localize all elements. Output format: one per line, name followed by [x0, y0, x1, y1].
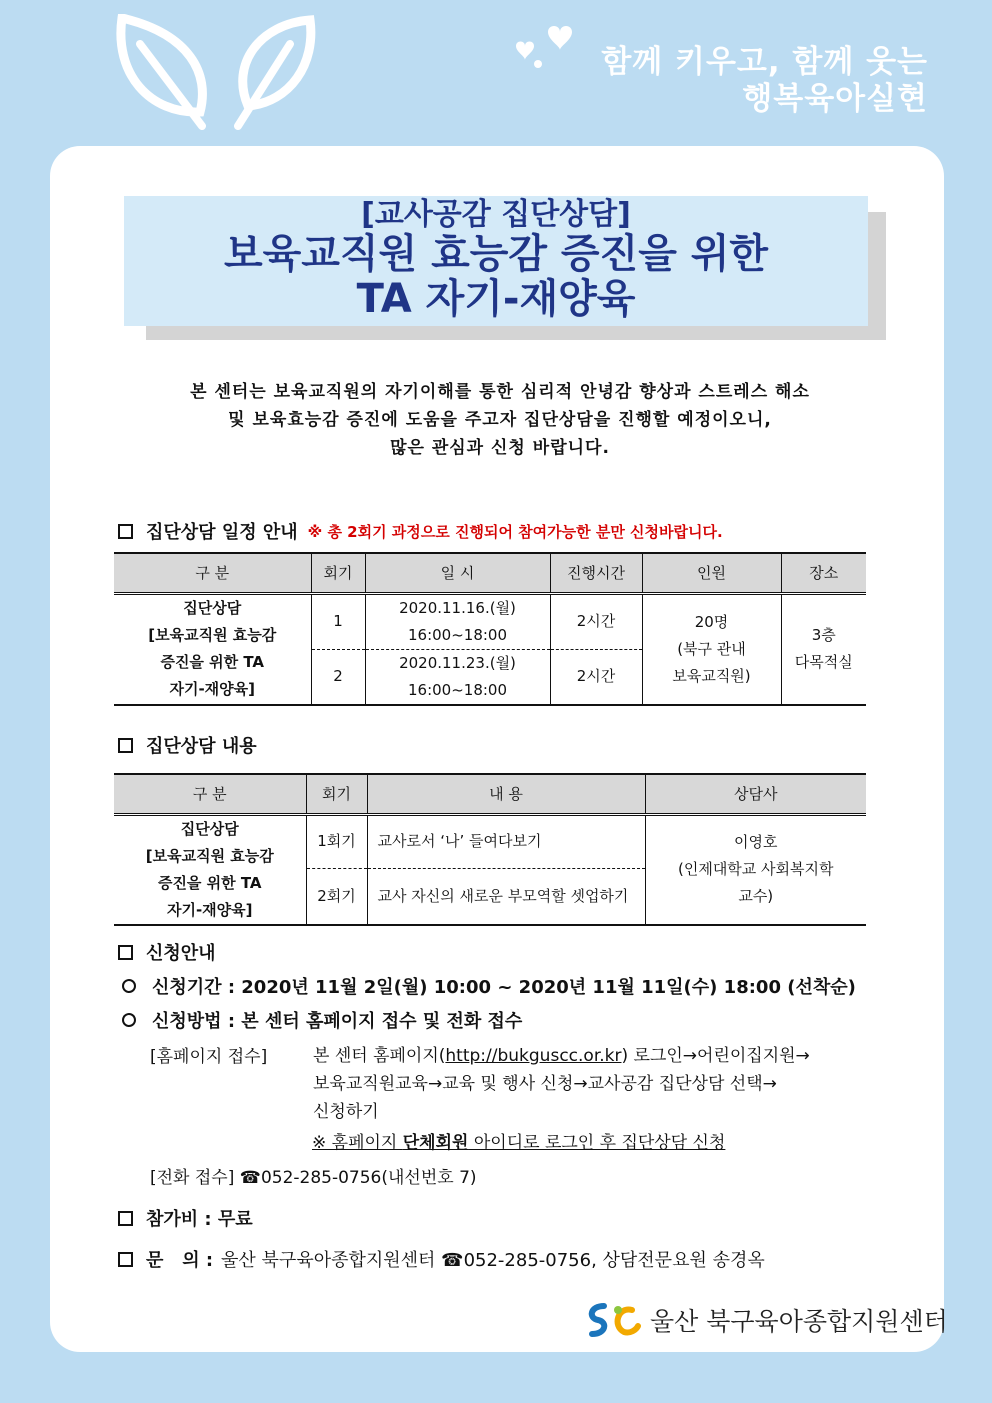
web-apply-detail [313, 1042, 899, 1126]
place-line: 다목적실 [794, 653, 853, 672]
people-cell [642, 593, 781, 705]
table-row [114, 814, 866, 869]
column-header: 일 시 [365, 553, 550, 593]
intro-line-3: 많은 관심과 신청 바랍니다. [390, 438, 610, 458]
apply-method-text: 신청방법 : 본 센터 홈페이지 접수 및 전화 접수 [152, 1011, 523, 1032]
circle-bullet-icon [122, 1013, 136, 1027]
checkbox-square-icon [118, 738, 133, 753]
people-line: 보육교직원) [672, 666, 751, 685]
inquiry-heading [118, 1246, 765, 1272]
program-name-line: 집단상담 [183, 599, 242, 618]
inquiry-value: 울산 북구육아종합지원센터 ☎052-285-0756, 상담전문요원 송경옥 [221, 1250, 765, 1271]
table-header-row [114, 774, 866, 814]
slogan-line-1: 함께 키우고, 함께 웃는 [601, 44, 928, 80]
column-header: 상담사 [645, 774, 866, 814]
people-line: (북구 관내 [677, 639, 746, 658]
web-note-post: 아이디로 로그인 후 집단상담 신청 [468, 1133, 726, 1153]
apply-period [122, 973, 856, 999]
title-box [124, 196, 868, 326]
web-apply-line-2: 보육교직원교육→교육 및 행사 신청→교사공감 집단상담 선택→ [313, 1074, 777, 1094]
column-header: 장소 [781, 553, 866, 593]
fee-label: 참가비 : 무료 [146, 1209, 253, 1230]
org-logo-icon [584, 1300, 642, 1340]
date-text: 2020.11.16.(월) [399, 598, 516, 617]
place-cell [781, 593, 866, 705]
people-line: 20명 [694, 612, 729, 631]
program-name-line: 증진을 위한 TA [160, 653, 265, 672]
phone-apply-value: ☎052-285-0756(내선번호 7) [239, 1168, 477, 1188]
hearts-icon [508, 20, 578, 70]
counselor-line: (인제대학교 사회복지학 [677, 860, 834, 878]
column-header: 진행시간 [550, 553, 642, 593]
intro-line-2: 및 보육효능감 증진에 도움을 주고자 집단상담을 진행할 예정이오니, [228, 410, 772, 430]
apply-heading-label: 신청안내 [146, 943, 216, 964]
content-heading-label: 집단상담 내용 [146, 736, 257, 757]
title-main-line-1: 보육교직원 효능감 증진을 위한 [223, 231, 769, 277]
title-main-line-2: TA 자기-재양육 [356, 276, 636, 322]
datetime-cell [365, 649, 550, 705]
duration-cell: 2시간 [550, 649, 642, 705]
checkbox-square-icon [118, 524, 133, 539]
duration-cell: 2시간 [550, 593, 642, 649]
checkbox-square-icon [118, 945, 133, 960]
content-heading [118, 732, 257, 758]
counselor-line: 이영호 [734, 833, 778, 851]
apply-method [122, 1007, 522, 1033]
circle-bullet-icon [122, 979, 136, 993]
phone-apply-label: [전화 접수] [150, 1168, 235, 1188]
web-note-bold: 단체회원 [402, 1133, 469, 1153]
intro-text [120, 378, 880, 462]
web-apply-post: ) 로그인→어린이집지원→ [621, 1046, 810, 1066]
column-header: 회기 [306, 774, 367, 814]
program-name-cell [114, 814, 306, 925]
fee-heading [118, 1205, 253, 1231]
time-text: 16:00~18:00 [407, 680, 508, 699]
schedule-heading [118, 518, 723, 544]
apply-heading [118, 939, 216, 965]
checkbox-square-icon [118, 1211, 133, 1226]
column-header: 인원 [642, 553, 781, 593]
web-apply-line-1 [313, 1042, 899, 1070]
column-header: 회기 [311, 553, 365, 593]
table-header-row [114, 553, 866, 593]
counselor-cell [645, 814, 866, 925]
round-cell: 1 [311, 593, 365, 649]
schedule-note: ※ 총 2회기 과정으로 진행되어 참여가능한 분만 신청바랍니다. [307, 522, 723, 541]
web-apply-note [312, 1128, 725, 1153]
place-line: 3층 [811, 626, 836, 645]
web-apply-pre: 본 센터 홈페이지( [313, 1046, 446, 1066]
checkbox-square-icon [118, 1252, 133, 1267]
column-header: 구 분 [114, 553, 311, 593]
inquiry-label: 문 의 : [146, 1250, 214, 1271]
org-logo [584, 1300, 948, 1340]
counselor-line: 교수) [738, 887, 774, 905]
org-name: 울산 북구육아종합지원센터 [650, 1307, 948, 1336]
web-note-pre: ※ 홈페이지 [312, 1133, 403, 1153]
web-apply-label: [홈페이지 접수] [150, 1047, 268, 1067]
program-name-line: 자기-재양육] [166, 900, 253, 919]
round-cell: 2 [311, 649, 365, 705]
intro-line-1: 본 센터는 보육교직원의 자기이해를 통한 심리적 안녕감 향상과 스트레스 해소 [190, 382, 810, 402]
program-name-line: 자기-재양육] [169, 680, 256, 699]
column-header: 구 분 [114, 774, 306, 814]
content-table [114, 773, 866, 926]
program-name-line: [보육교직원 효능감 [148, 626, 277, 645]
web-apply-line-3: 신청하기 [313, 1102, 379, 1122]
schedule-heading-label: 집단상담 일정 안내 [146, 522, 298, 543]
table-row [114, 593, 866, 649]
date-text: 2020.11.23.(월) [399, 653, 516, 672]
slogan-line-2: 행복육아실현 [742, 81, 928, 117]
program-name-line: 집단상담 [180, 819, 239, 838]
round-cell: 1회기 [306, 814, 367, 869]
round-cell: 2회기 [306, 869, 367, 925]
content-cell: 교사 자신의 새로운 부모역할 셋업하기 [367, 869, 645, 925]
column-header: 내 용 [367, 774, 645, 814]
leaf-icon [110, 14, 320, 134]
slogan [601, 44, 928, 118]
program-name-line: 증진을 위한 TA [157, 873, 262, 892]
datetime-cell [365, 593, 550, 649]
program-name-line: [보육교직원 효능감 [145, 846, 274, 865]
schedule-table [114, 552, 866, 706]
program-name-cell [114, 593, 311, 705]
phone-apply [150, 1163, 477, 1188]
content-cell: 교사로서 ‘나’ 들여다보기 [367, 814, 645, 869]
title-sub: [교사공감 집단상담] [361, 197, 631, 232]
homepage-link[interactable]: http://bukguscc.or.kr [445, 1046, 622, 1066]
apply-period-text: 신청기간 : 2020년 11월 2일(월) 10:00 ~ 2020년 11월 11일(수) 18:00 (선착순) [152, 977, 856, 998]
time-text: 16:00~18:00 [407, 625, 508, 644]
